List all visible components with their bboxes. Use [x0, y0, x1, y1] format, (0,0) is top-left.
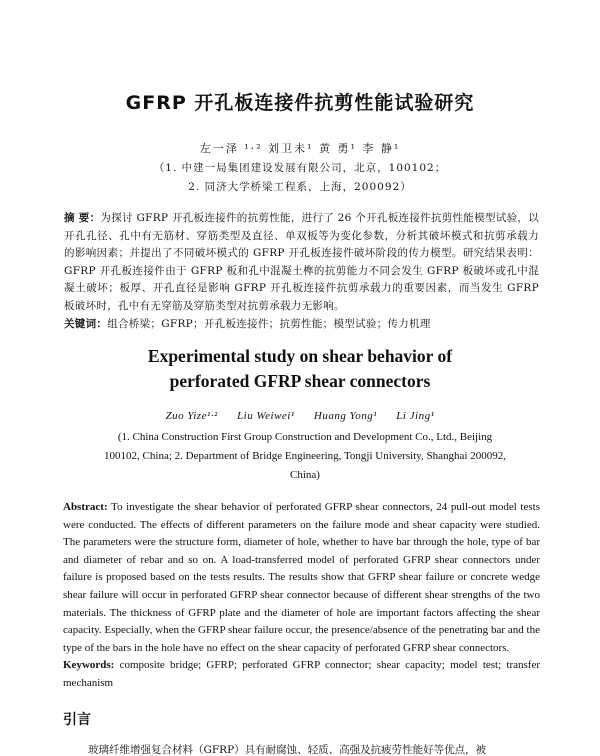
english-abstract-text: To investigate the shear behavior of perforated GFRP shear connectors, 24 pull-out model tests were conducted. The effects of different parameters on the failure mode and shear capacity were studied. The parameters were the structure form, diameter of hole, whether to have bar through the hole, type of bar and diameter of rebar and so on. A load-transferred model of perforated GFRP shear connectors under failure is proposed based on the tests results. The results show that GFRP shear failure or concrete wedge shear failure will occur in perforated GFRP shear connector because of different shear strengths of the two materials. The thickness of GFRP plate and the diameter of hole are important factors affecting the shear capacity. Especially, when the GFRP shear failure occur, the presence/absence of the penetrating bar and the type of the bars in the hole have no effect on the shear capacity of perforated GFRP shear connectors.: [63, 501, 540, 654]
section-heading-introduction: 引言: [63, 712, 91, 728]
english-abstract-label: Abstract:: [63, 501, 108, 513]
english-title-line-1: Experimental study on shear behavior of: [147, 346, 453, 366]
chinese-affiliation-2: 2. 同济大学桥梁工程系，上海，200092）: [188, 181, 412, 193]
chinese-abstract-block: [64, 210, 539, 333]
english-authors: [0, 410, 600, 422]
english-title-line-2: perforated GFRP shear connectors: [169, 371, 431, 391]
english-abstract-block: [63, 499, 540, 693]
chinese-abstract-label: 摘 要：: [64, 212, 101, 224]
author-4: Li Jing¹: [396, 410, 435, 422]
author-3: Huang Yong¹: [313, 410, 377, 422]
chinese-keywords-label: 关键词：: [64, 317, 108, 330]
introduction-first-line: 玻璃纤维增强复合材料（GFRP）具有耐腐蚀、轻质、高强及抗疲劳性能好等优点，被: [88, 744, 487, 756]
english-keywords-label: Keywords:: [63, 659, 115, 672]
english-keywords-text: composite bridge; GFRP; perforated GFRP connector; shear capacity; model test; transfer mechanism: [63, 659, 540, 689]
author-1: Zuo Yize¹·²: [165, 410, 218, 422]
chinese-abstract-text: 为探讨 GFRP 开孔板连接件的抗剪性能，进行了 26 个开孔板连接件抗剪性能模型试验，以开孔孔径、孔中有无筋材、穿筋类型及直径、单双板等为变化参数，分析其破坏模式和抗剪承载力的影响因素；并提出了不同破坏模式的 GFRP 开孔板连接件破坏阶段的传力模型。研究结果表明：GFRP 开孔板连接件由于 GFRP 板和孔中混凝土榫的抗剪能力不同会发生 GFRP 板破坏或孔中混凝土破坏；板厚、开孔直径是影响 GFRP 开孔板连接件抗剪承载力的重要因素，而当发生 GFRP 板破坏时，孔中有无穿筋及穿筋类型对抗剪承载力无影响。: [64, 212, 539, 312]
english-affiliation: (1. China Construction First Group Construction and Development Co., Ltd., Beijing 100102, China; 2. Department of Bridge Engineering, Tongji University, Shanghai 200092, China): [104, 431, 506, 481]
chinese-keywords-text: 组合桥梁；GFRP；开孔板连接件；抗剪性能；模型试验；传力机理: [107, 317, 431, 330]
chinese-title: GFRP 开孔板连接件抗剪性能试验研究: [125, 92, 475, 114]
chinese-affiliation-1: （1. 中建一局集团建设发展有限公司，北京，100102；: [153, 162, 447, 174]
english-title: [0, 344, 600, 394]
author-2: Liu Weiwei¹: [237, 410, 295, 422]
chinese-authors: 左一泽 ¹·² 刘卫未¹ 黄 勇¹ 李 静¹: [199, 142, 401, 155]
